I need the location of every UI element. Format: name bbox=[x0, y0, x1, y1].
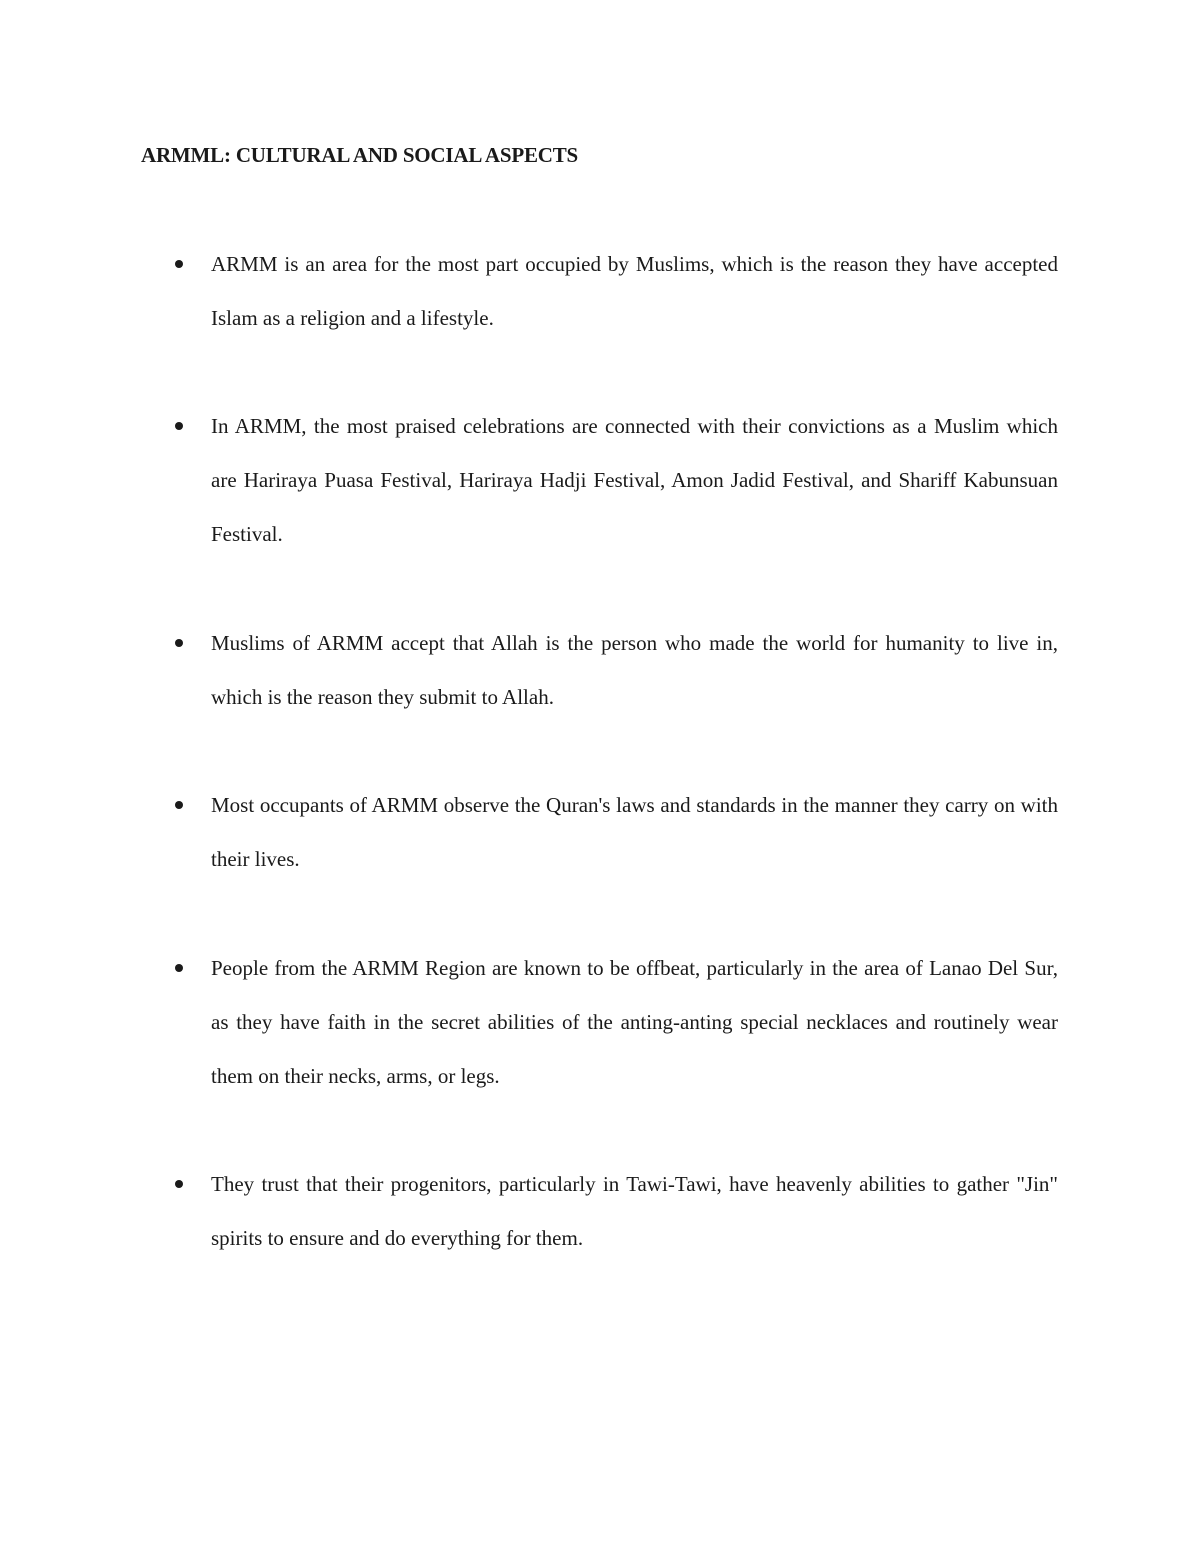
bullet-text: Muslims of ARMM accept that Allah is the person who made the world for humanity to live in, which is the reason they submit to Allah. bbox=[211, 631, 1058, 709]
bullet-text: People from the ARMM Region are known to be offbeat, particularly in the area of Lanao Del Sur, as they have faith in the secret abilities of the anting-anting special necklaces and routinely wear them on their necks, arms, or legs. bbox=[211, 956, 1058, 1088]
bullet-icon bbox=[175, 801, 183, 809]
bullet-text: They trust that their progenitors, particularly in Tawi-Tawi, have heavenly abilities to gather "Jin" spirits to ensure and do everything for them. bbox=[211, 1172, 1058, 1250]
bullet-icon bbox=[175, 422, 183, 430]
bullet-text: ARMM is an area for the most part occupied by Muslims, which is the reason they have accepted Islam as a religion and a lifestyle. bbox=[211, 252, 1058, 330]
bullet-icon bbox=[175, 639, 183, 647]
bullet-icon bbox=[175, 964, 183, 972]
bullet-icon bbox=[175, 1180, 183, 1188]
bullet-icon bbox=[175, 260, 183, 268]
bullet-text: In ARMM, the most praised celebrations are connected with their convictions as a Muslim which are Hariraya Puasa Festival, Hariraya Hadji Festival, Amon Jadid Festival, and Shariff Kabunsuan Festival. bbox=[211, 414, 1058, 546]
document-title: ARMML: CULTURAL AND SOCIAL ASPECTS bbox=[141, 143, 579, 167]
bullet-text: Most occupants of ARMM observe the Quran's laws and standards in the manner they carry on with their lives. bbox=[211, 793, 1058, 871]
